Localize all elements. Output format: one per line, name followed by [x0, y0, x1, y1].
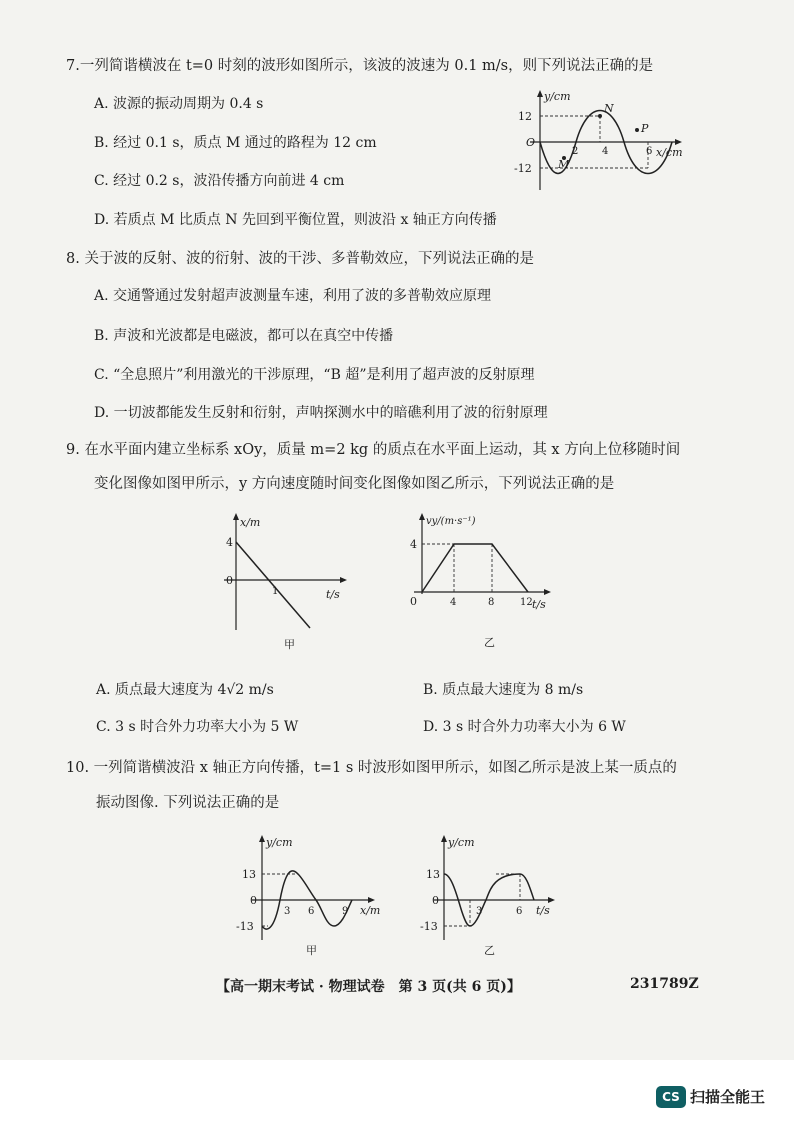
q10-yi-t6: 6 — [516, 906, 523, 917]
q8-option-b: B. 声波和光波都是电磁波，都可以在真空中传播 — [94, 328, 394, 344]
q9-jia-y4: 4 — [226, 536, 233, 549]
q8-option-d: D. 一切波都能发生反射和衍射，声呐探测水中的暗礁利用了波的衍射原理 — [94, 405, 548, 421]
page-footer-code: 231789Z — [630, 976, 699, 992]
q9-jia-origin: 0 — [226, 574, 233, 587]
page-footer-title: 【高一期末考试 · 物理试卷 第 3 页(共 6 页)】 — [216, 979, 521, 995]
q9-stem-line1: 9. 在水平面内建立坐标系 xOy，质量 m=2 kg 的质点在水平面上运动，其 x 方向上位移随时间 — [66, 442, 681, 458]
q8-option-c: C. “全息照片”利用激光的干涉原理，“B 超”是利用了超声波的反射原理 — [94, 367, 535, 383]
q7-ylabel: y/cm — [544, 90, 571, 103]
q9-option-a: A. 质点最大速度为 4√2 m/s — [96, 682, 274, 698]
q7-point-m: M — [558, 158, 570, 171]
q10-yi-t3: 3 — [476, 906, 483, 917]
q9-yi-origin: 0 — [410, 595, 417, 608]
q7-y-neg: -12 — [514, 162, 532, 175]
q9-yi-t8: 8 — [488, 597, 495, 608]
q8-stem: 8. 关于波的反射、波的衍射、波的干涉、多普勒效应，下列说法正确的是 — [66, 251, 534, 267]
q10-yi-ylabel: y/cm — [448, 836, 475, 849]
q9-yi-ylabel: vy/(m·s⁻¹) — [426, 516, 476, 527]
q10-stem-line1: 10. 一列简谐横波沿 x 轴正方向传播，t=1 s 时波形如图甲所示，如图乙所示是波上某一质点的 — [66, 760, 677, 776]
q9-option-b: B. 质点最大速度为 8 m/s — [423, 682, 584, 698]
q9-option-c: C. 3 s 时合外力功率大小为 5 W — [96, 719, 299, 735]
q9-jia-xlabel: t/s — [326, 588, 340, 601]
q9-stem-line2: 变化图像如图甲所示，y 方向速度随时间变化图像如图乙所示，下列说法正确的是 — [94, 476, 615, 492]
q10-jia-origin: 0 — [250, 894, 257, 907]
q10-jia-caption: 甲 — [306, 944, 317, 957]
q9-yi-t4: 4 — [450, 597, 457, 608]
q9-jia-t1: 1 — [272, 586, 279, 597]
q7-wave-figure — [500, 86, 700, 196]
q10-yi-xlabel: t/s — [536, 904, 550, 917]
q10-yi-y-pos: 13 — [426, 868, 440, 881]
q9-figure-jia — [210, 508, 360, 650]
q7-origin: O — [526, 136, 536, 149]
q9-yi-t12: 12 — [520, 597, 533, 608]
q8-option-a: A. 交通警通过发射超声波测量车速，利用了波的多普勒效应原理 — [94, 288, 492, 304]
q9-figure-yi — [408, 508, 568, 650]
camscanner-brand-text: 扫描全能王 — [690, 1088, 766, 1106]
q10-figure-yi — [420, 828, 570, 958]
q7-xlabel: x/cm — [656, 146, 683, 159]
q10-yi-y-neg: -13 — [420, 920, 438, 933]
q7-point-n: N — [604, 102, 614, 115]
q10-jia-x6: 6 — [308, 906, 315, 917]
q10-yi-origin: 0 — [432, 894, 439, 907]
q9-jia-caption: 甲 — [284, 638, 295, 650]
q7-option-c: C. 经过 0.2 s，波沿传播方向前进 4 cm — [94, 173, 345, 189]
q7-x2: 2 — [572, 146, 579, 157]
q7-point-p: P — [641, 122, 649, 135]
q9-yi-y4: 4 — [410, 538, 417, 551]
q9-option-d: D. 3 s 时合外力功率大小为 6 W — [423, 719, 626, 735]
q10-jia-y-pos: 13 — [242, 868, 256, 881]
q7-y-pos: 12 — [518, 110, 532, 123]
q9-yi-xlabel: t/s — [532, 598, 546, 611]
q10-jia-x3: 3 — [284, 906, 291, 917]
q10-jia-x9: 9 — [342, 906, 349, 917]
q7-stem: 7.一列简谐横波在 t=0 时刻的波形如图所示，该波的波速为 0.1 m/s，则下列说法正确的是 — [66, 58, 654, 74]
q9-jia-ylabel: x/m — [240, 516, 261, 529]
q9-yi-caption: 乙 — [484, 636, 495, 649]
q7-option-d: D. 若质点 M 比质点 N 先回到平衡位置，则波沿 x 轴正方向传播 — [94, 212, 497, 228]
q7-x4: 4 — [602, 146, 609, 157]
q7-option-b: B. 经过 0.1 s，质点 M 通过的路程为 12 cm — [94, 135, 377, 151]
q10-yi-caption: 乙 — [484, 944, 495, 957]
q7-option-a: A. 波源的振动周期为 0.4 s — [94, 96, 264, 112]
q10-stem-line2: 振动图像. 下列说法正确的是 — [96, 795, 280, 811]
camscanner-logo-icon: CS — [656, 1086, 686, 1108]
q10-jia-y-neg: -13 — [236, 920, 254, 933]
q7-x6: 6 — [646, 146, 653, 157]
q10-jia-ylabel: y/cm — [266, 836, 293, 849]
q10-figure-jia — [222, 828, 392, 958]
q10-jia-xlabel: x/m — [360, 904, 381, 917]
